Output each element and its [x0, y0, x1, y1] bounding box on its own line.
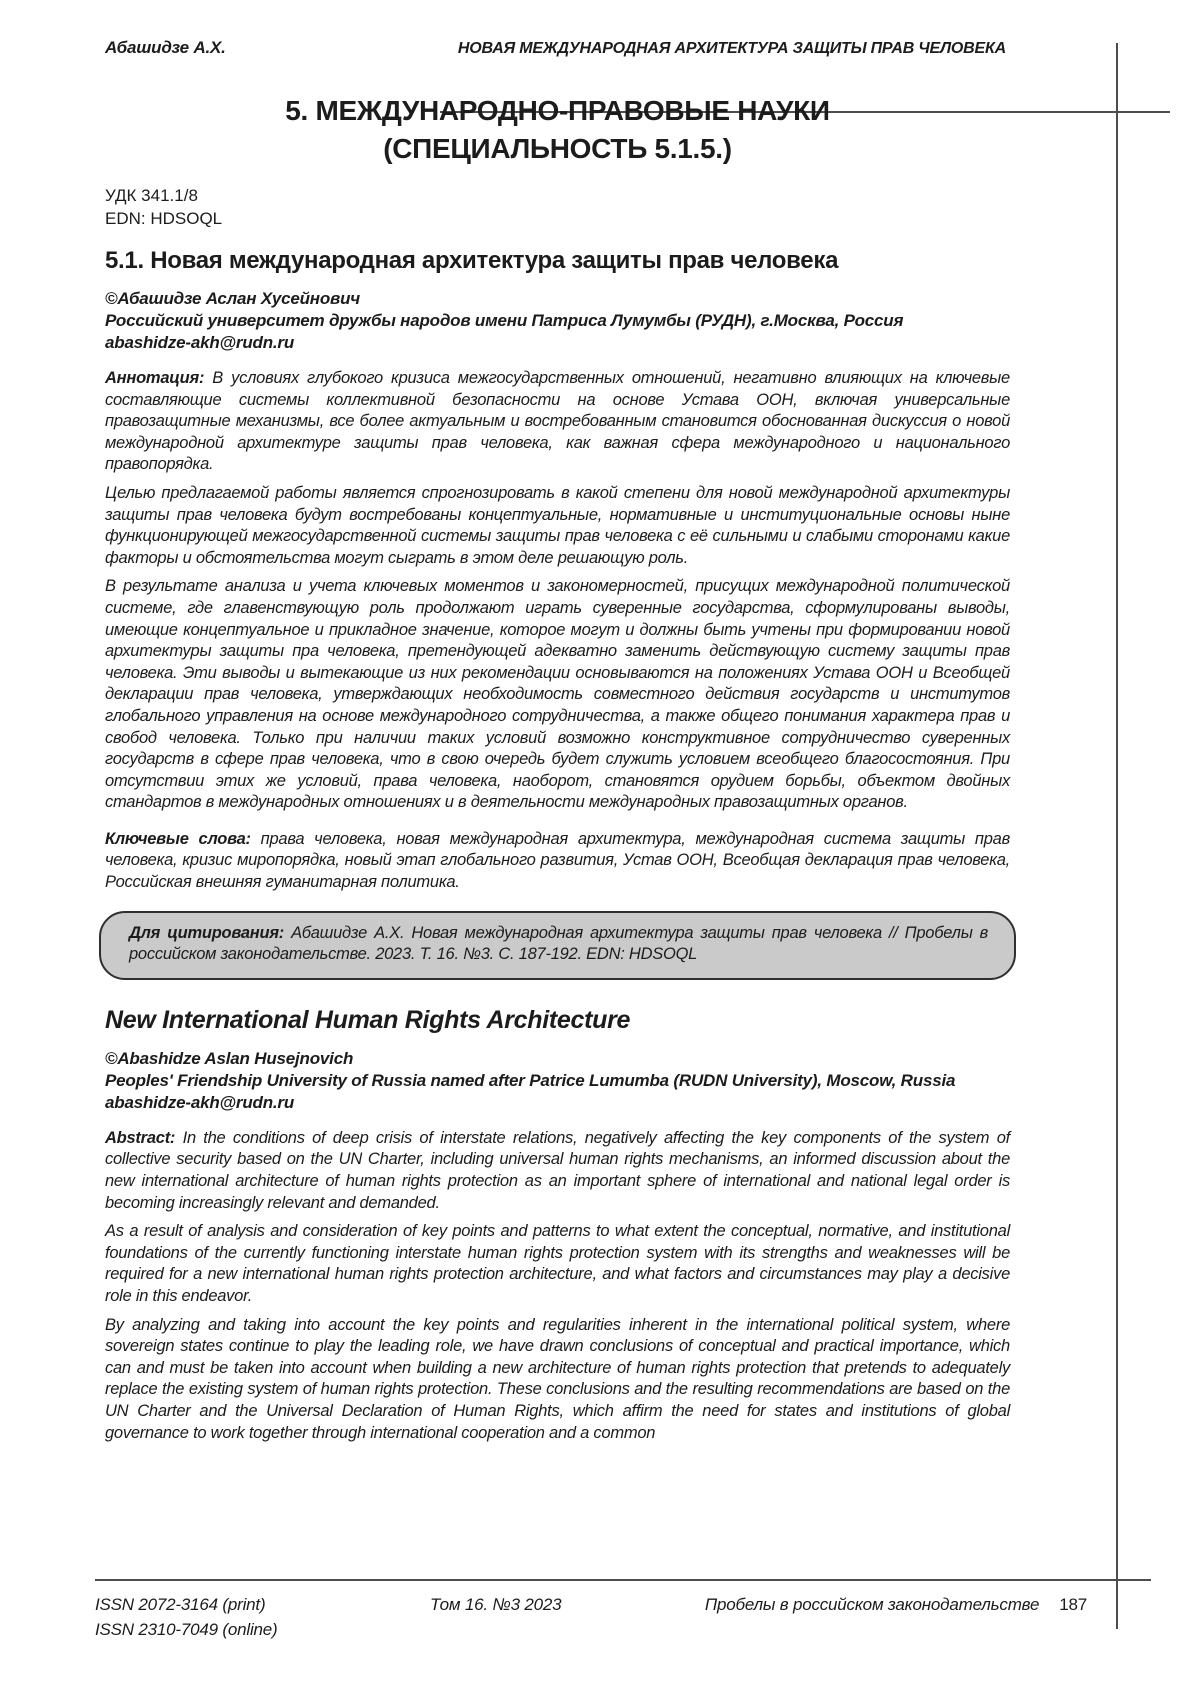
author-name-en: ©Abashidze Aslan Husejnovich [105, 1048, 354, 1068]
citation-label: Для цитирования: [129, 923, 285, 942]
issn-print: ISSN 2072-3164 (print) [95, 1595, 266, 1614]
abstract-en-text-1: In the conditions of deep crisis of interstate relations, negatively affecting the key components of the system of collective security based on the UN Charter, including universal human rights mechanisms, an informed discussion about the new international architecture of human rights protection as an important sphere of international and national legal order is becoming increasingly relevant and demanded. [105, 1128, 1010, 1212]
keywords-ru [105, 829, 1010, 894]
author-name-ru: ©Абашидзе Аслан Хусейнович [105, 289, 360, 308]
abstract-en-label: Abstract: [105, 1128, 176, 1147]
udc-code: УДК 341.1/8 [105, 186, 198, 205]
footer-issn-block [95, 1592, 430, 1642]
abstract-ru-paragraph-1 [105, 368, 1010, 476]
page-number: 187 [1059, 1595, 1087, 1614]
abstract-ru-label: Аннотация: [105, 369, 205, 387]
footer-journal-block [705, 1592, 1087, 1617]
abstract-en-paragraph-1 [105, 1128, 1010, 1214]
identifiers-block [105, 184, 1010, 230]
author-email-en: abashidze-akh@rudn.ru [105, 1092, 295, 1112]
citation-box [99, 911, 1016, 980]
running-header [105, 38, 1010, 58]
section-heading [105, 92, 1010, 168]
author-affiliation-ru: Российский университет дружбы народов имени Патриса Лумумбы (РУДН), г.Москва, Россия [105, 311, 904, 330]
article-title-en: New International Human Rights Architecture [105, 1005, 631, 1034]
page-footer [95, 1592, 1087, 1642]
citation-paragraph [129, 923, 988, 966]
keywords-ru-label: Ключевые слова: [105, 829, 251, 848]
page-content [105, 38, 1010, 1444]
authors-block-ru [105, 288, 1010, 354]
author-affiliation-en: Peoples' Friendship University of Russia named after Patrice Lumumba (RUDN University), Moscow, Russia [105, 1070, 956, 1090]
citation-text: Абашидзе А.Х. Новая международная архитектура защиты прав человека // Пробелы в российском законодательстве. 2023. Т. 16. №3. С. 187-192. EDN: HDSOQL [129, 923, 989, 964]
running-header-title: НОВАЯ МЕЖДУНАРОДНАЯ АРХИТЕКТУРА ЗАЩИТЫ ПРАВ ЧЕЛОВЕКА [457, 40, 1006, 57]
abstract-ru-paragraph-2: Целью предлагаемой работы является спрогнозировать в какой степени для новой международной архитектуры защиты прав человека будут востребованы концептуальные, нормативные и институциональные основы ныне функционирующей межгосударственной системы защиты прав человека с её сильными и слабыми сторонами какие факторы и обстоятельства могут сыграть в этом деле решающую роль. [105, 483, 1010, 567]
author-email-ru: abashidze-akh@rudn.ru [105, 333, 295, 352]
footer-divider-rule [95, 1579, 1151, 1581]
abstract-en-paragraph-3: By analyzing and taking into account the key points and regularities inherent in the international political system, where sovereign states continue to play the leading role, we have drawn conclusions of conceptual and practical importance, which can and must be taken into account when building a new architecture of human rights protection that pretends to adequately replace the existing system of human rights protection. These conclusions and the resulting recommendations are based on the UN Charter and the Universal Declaration of Human Rights, which affirm the need for states and institutions of global governance to work together through international cooperation and a common [105, 1315, 1010, 1442]
footer-volume: Том 16. №3 2023 [430, 1595, 562, 1614]
running-header-author: Абашидзе А.Х. [105, 38, 226, 57]
abstract-ru-paragraph-3: В результате анализа и учета ключевых моментов и закономерностей, присущих международной политической системе, где главенствующую роль продолжают играть суверенные государства, сформулированы выводы, имеющие концептуальное и прикладное значение, которое могут и должны быть учтены при формировании новой архитектуры защиты пра человека, претендующей адекватно заменить действующую систему защиты прав человека. Эти выводы и вытекающие из них рекомендации основываются на положениях Устава ООН и Всеобщей декларации прав человека, утверждающих необходимость совместного действия государств и институтов глобального управления на основе международного сотрудничества, а также общего понимания характера прав и свобод человека. Только при наличии таких условий возможно конструктивное сотрудничество суверенных государств в сфере прав человека, что в свою очередь будет служить условием всеобщего благосостояния. При отсутствии этих же условий, права человека, наоборот, становятся орудием борьбы, объектом двойных стандартов в международных отношениях и в деятельности международных правозащитных органов. [105, 577, 1010, 812]
edn-code: EDN: HDSOQL [105, 209, 223, 228]
keywords-ru-text: права человека, новая международная архитектура, международная система защиты прав человека, кризис миропорядка, новый этап глобального развития, Устав ООН, Всеобщая декларация прав человека, Российская внешняя гуманитарная политика. [105, 829, 1010, 892]
section-heading-line2: (СПЕЦИАЛЬНОСТЬ 5.1.5.) [383, 133, 732, 164]
section-heading-line1: 5. МЕЖДУНАРОДНО-ПРАВОВЫЕ НАУКИ [285, 95, 830, 126]
right-margin-rule [1116, 43, 1118, 1629]
footer-journal-title: Пробелы в российском законодательстве [704, 1595, 1040, 1614]
issn-online: ISSN 2310-7049 (online) [95, 1620, 278, 1639]
abstract-en-paragraph-2: As a result of analysis and consideration of key points and patterns to what extent the conceptual, normative, and institutional foundations of the currently functioning interstate human rights protection system with its strengths and weaknesses will be required for a new international human rights protection architecture, and what factors and circumstances may play a decisive role in this endeavor. [105, 1222, 1010, 1305]
abstract-ru-text-1: В условиях глубокого кризиса межгосударственных отношений, негативно влияющих на ключевые составляющие системы коллективной безопасности на основе Устава ООН, включая универсальные правозащитные механизмы, все более актуальным и востребованным становится обоснованная дискуссия о новой международной архитектуре защиты прав человека, как важная сфера международного и национального правопорядка. [105, 369, 1010, 474]
article-title-ru: 5.1. Новая международная архитектура защиты прав человека [105, 247, 839, 274]
authors-block-en [105, 1048, 1010, 1114]
